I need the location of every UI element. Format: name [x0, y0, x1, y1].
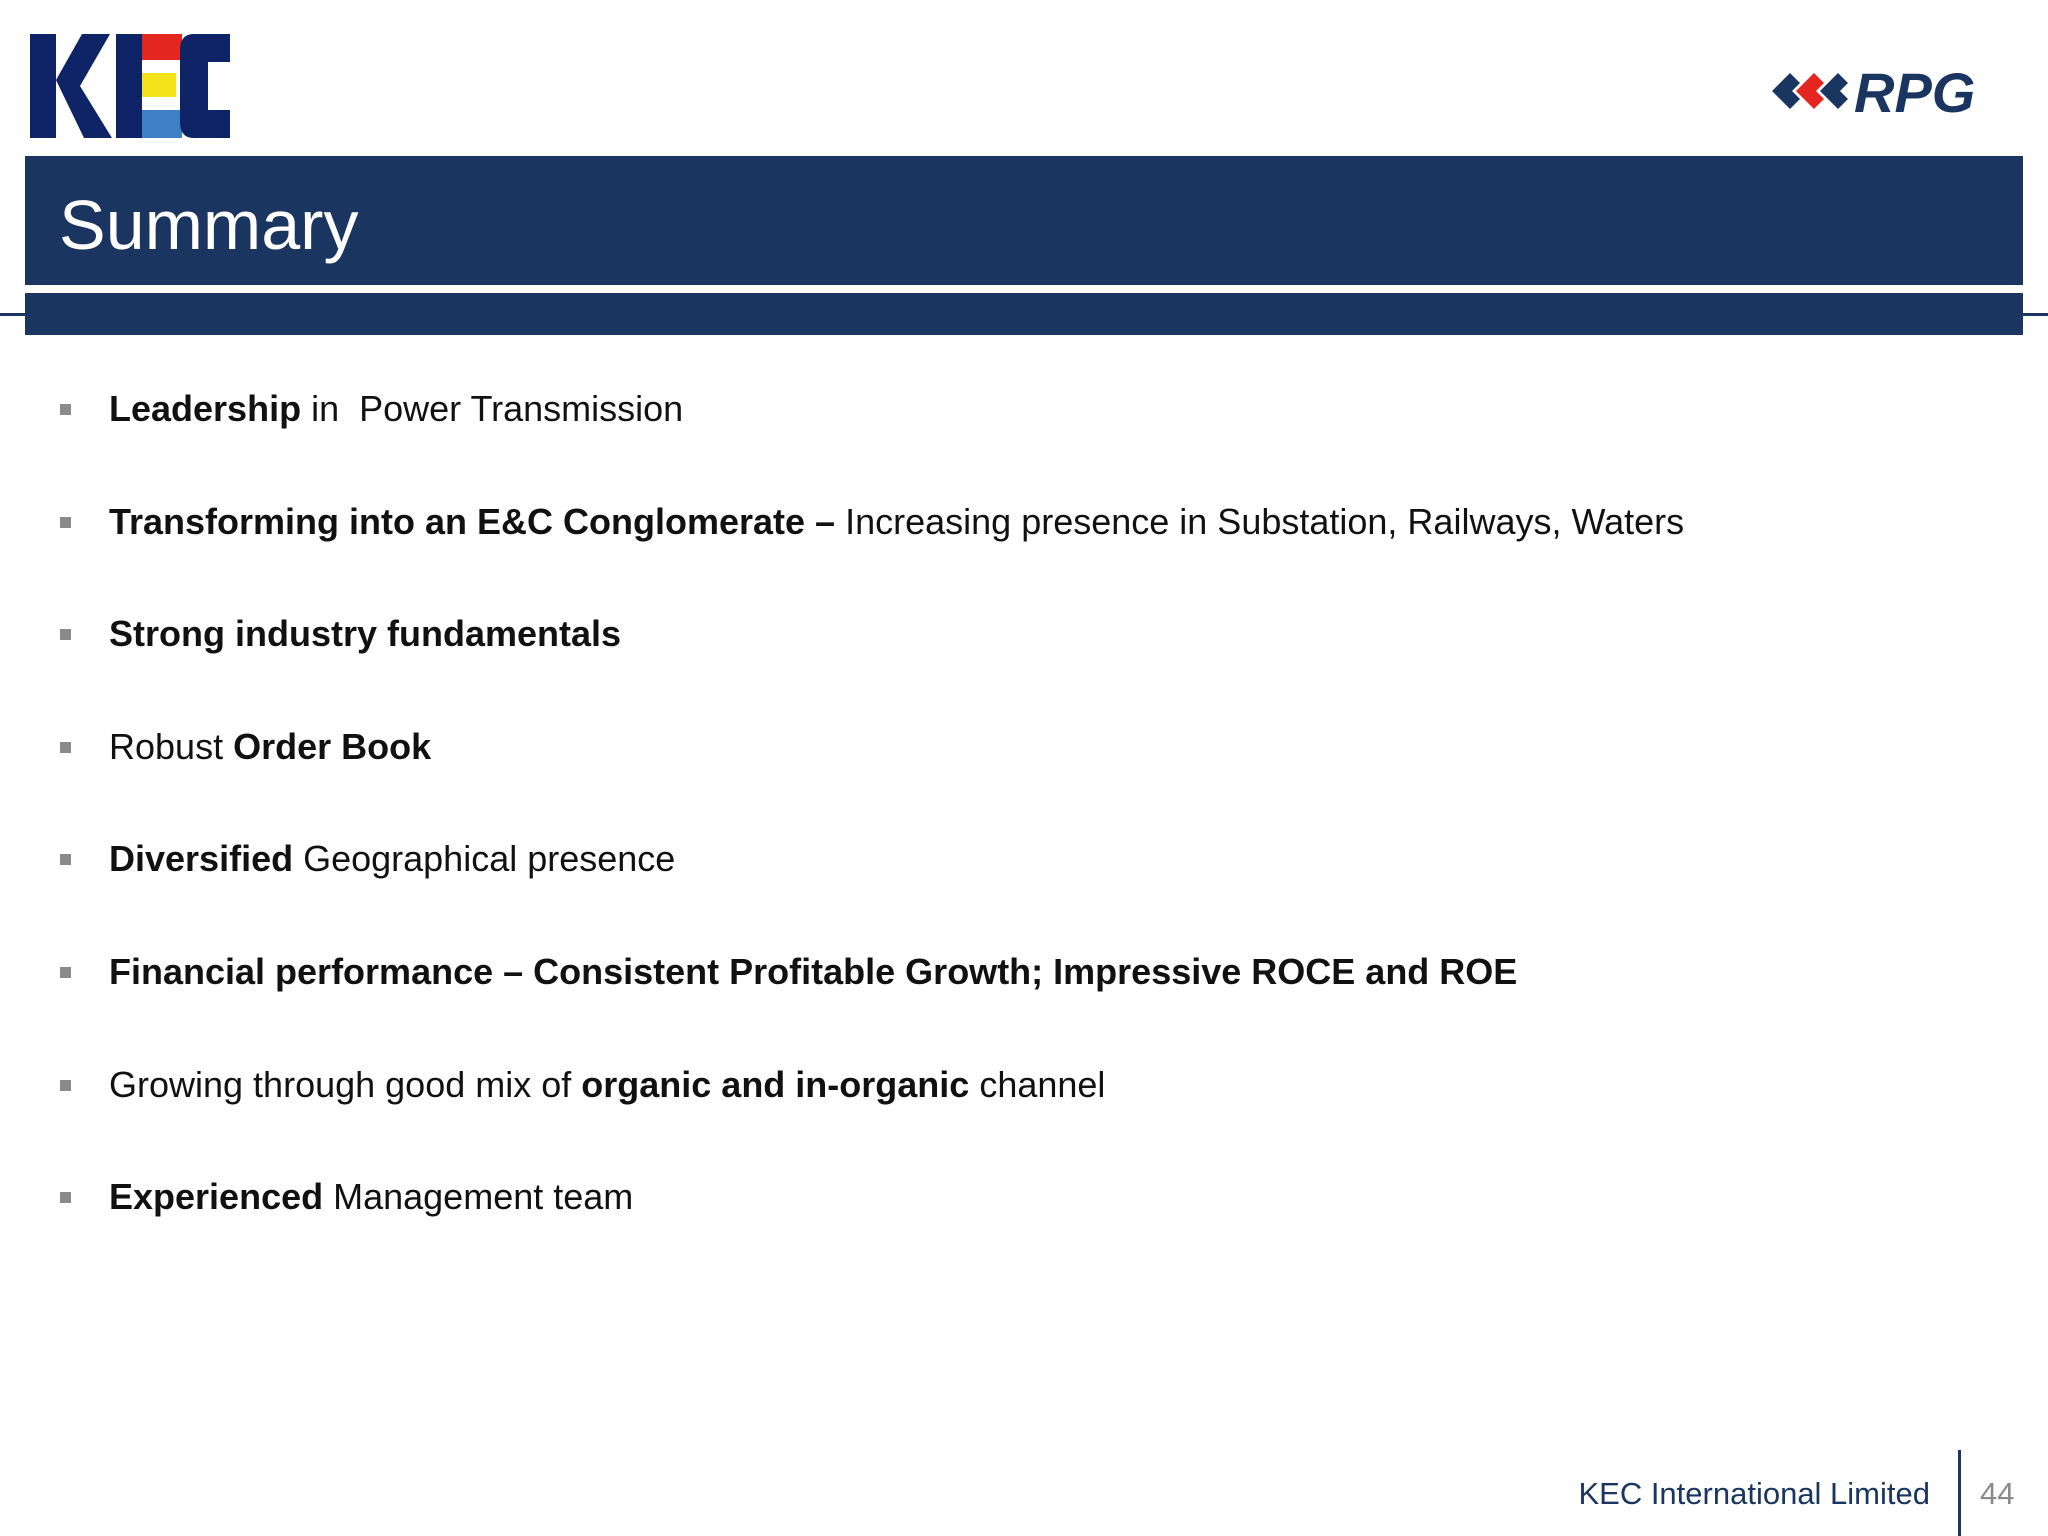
bullet-marker-icon: [60, 742, 71, 753]
page-number: 44: [1980, 1476, 2015, 1511]
bullet-text-bold: Transforming into an E&C Conglomerate –: [109, 501, 846, 542]
bullet-item: [60, 1060, 1105, 1110]
bullet-text-regular: Growing through good mix of: [109, 1064, 582, 1105]
bullet-text-bold: Strong industry fundamentals: [109, 613, 622, 654]
slide-title: Summary: [59, 186, 359, 264]
bullet-marker-icon: [60, 854, 71, 865]
bullet-item: [60, 834, 675, 884]
bullet-text-regular: Increasing presence in Substation, Railways, Waters: [845, 501, 1685, 542]
left-rule: [0, 313, 26, 316]
svg-text:KEC: KEC: [30, 30, 33, 31]
bullet-item: [60, 947, 1517, 997]
bullet-item: [60, 384, 683, 434]
bullet-text: [109, 501, 1684, 543]
bullet-text-bold: Order Book: [233, 726, 432, 767]
kec-logo: [30, 30, 230, 142]
bullet-text-regular: in Power Transmission: [301, 388, 684, 429]
bullet-marker-icon: [60, 1192, 71, 1203]
bullet-text-regular: Geographical presence: [293, 838, 676, 879]
bullet-marker-icon: [60, 404, 71, 415]
bullet-text-bold: Leadership: [109, 388, 302, 429]
bullet-text-bold: Financial performance – Consistent Profitable Growth; Impressive ROCE and ROE: [109, 951, 1518, 992]
bullet-item: [60, 1172, 633, 1222]
rpg-logo: [1768, 60, 2018, 122]
bullet-text-bold: Experienced: [109, 1176, 324, 1217]
bullet-item: [60, 722, 431, 772]
bullet-text: [109, 613, 621, 655]
bullet-marker-icon: [60, 967, 71, 978]
bullet-text: [109, 838, 675, 880]
bullet-item: [60, 497, 1684, 547]
footer-divider: [1958, 1450, 1961, 1536]
bullet-item: [60, 609, 621, 659]
bullet-text-regular: Management team: [323, 1176, 634, 1217]
bullet-marker-icon: [60, 517, 71, 528]
bullet-text-regular: Robust: [109, 726, 234, 767]
sub-title-bar: [25, 293, 2023, 335]
bullet-marker-icon: [60, 629, 71, 640]
title-bar: [25, 156, 2023, 285]
right-rule: [2022, 313, 2048, 316]
bullet-text: [109, 726, 431, 768]
footer-company-name: KEC International Limited: [1578, 1476, 1930, 1511]
bullet-text-bold: Diversified: [109, 838, 294, 879]
bullet-text: [109, 951, 1517, 993]
bullet-text-bold: organic and in-organic: [581, 1064, 970, 1105]
bullet-text: [109, 1176, 633, 1218]
bullet-text: [109, 1064, 1105, 1106]
bullet-marker-icon: [60, 1080, 71, 1091]
svg-text:RPG: RPG: [1854, 61, 1976, 122]
bullet-text-regular: channel: [969, 1064, 1106, 1105]
bullet-text: [109, 388, 683, 430]
